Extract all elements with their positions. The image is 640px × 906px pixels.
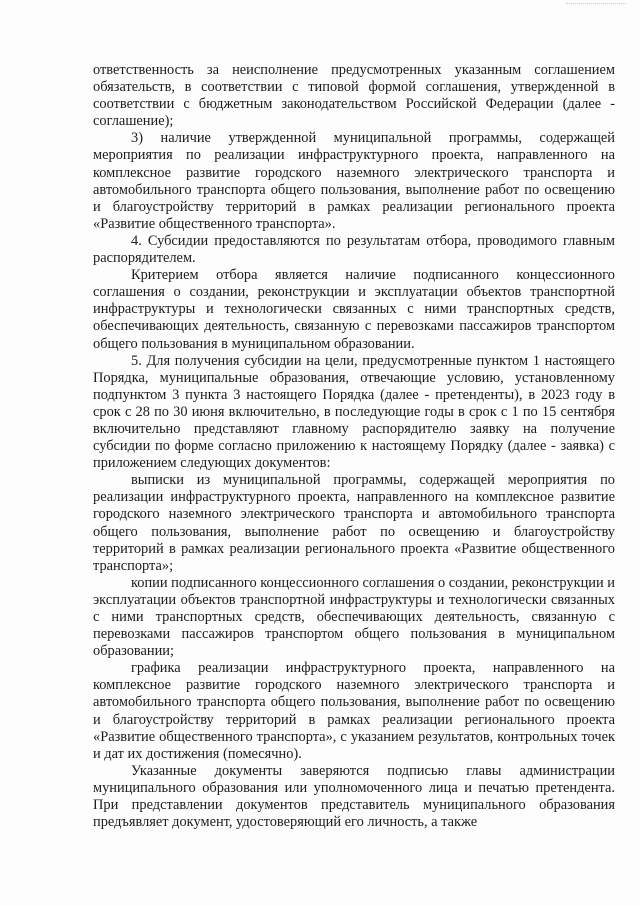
paragraph-selection: 4. Субсидии предоставляются по результатам отбора, проводимого главным распорядителем. bbox=[93, 232, 615, 267]
document-body bbox=[93, 62, 615, 831]
paragraph-program-extract: выписки из муниципальной программы, содержащей мероприятия по реализации инфраструктурного проекта, направленного на комплексное развитие городского наземного электрического транспорта и автомобильного транспорта общего пользования, выполнение работ по освещению и благоустройству территорий в рамках реализации регионального проекта «Развитие общественного транспорта»; bbox=[93, 472, 615, 574]
paragraph-selection-criterion: Критерием отбора является наличие подписанного концессионного соглашения о создании, реконструкции и эксплуатации объектов транспортной инфраструктуры и технологически связанных с ними транспортных средств, обеспечивающих деятельность, связанную с перевозками пассажиров транспортом общего пользования в муниципальном образовании. bbox=[93, 267, 615, 352]
paragraph-program-requirement: 3) наличие утвержденной муниципальной программы, содержащей мероприятия по реализации инфраструктурного проекта, направленного на комплексное развитие городского наземного электрического транспорта и автомобильного транспорта общего пользования, выполнение работ по освещению и благоустройству территорий в рамках реализации регионального проекта «Развитие общественного транспорта». bbox=[93, 130, 615, 232]
paragraph-concession-copy: копии подписанного концессионного соглашения о создании, реконструкции и эксплуатации объектов транспортной инфраструктуры и технологически связанных с ними транспортных средств, обеспечивающих деятельность, связанную с перевозками пассажиров транспортом общего пользования в муниципальном образовании; bbox=[93, 574, 615, 660]
paragraph-application: 5. Для получения субсидии на цели, предусмотренные пунктом 1 настоящего Порядка, муниципальные образования, отвечающие условию, установленному подпунктом 3 пункта 3 настоящего Порядка (далее - претенденты), в 2023 году в срок с 28 по 30 июня включительно, в последующие годы в срок с 1 по 15 сентября включительно представляют главному распорядителю заявку на получение субсидии по форме согласно приложению к настоящему Порядку (далее - заявка) с приложением следующих документов: bbox=[93, 352, 615, 472]
scan-artifact bbox=[566, 3, 626, 8]
paragraph-schedule: графика реализации инфраструктурного проекта, направленного на комплексное развитие городского наземного электрического транспорта и автомобильного транспорта общего пользования, выполнение работ по освещению и благоустройству территорий в рамках реализации регионального проекта «Развитие общественного транспорта», с указанием результатов, контрольных точек и дат их достижения (помесячно). bbox=[93, 660, 615, 762]
paragraph-certification: Указанные документы заверяются подписью главы администрации муниципального образования или уполномоченного лица и печатью претендента. При представлении документов представитель муниципального образования предъявляет документ, удостоверяющий его личность, а также bbox=[93, 762, 615, 831]
paragraph-obligations: ответственность за неисполнение предусмотренных указанным соглашением обязательств, в соответствии с типовой формой соглашения, утвержденной в соответствии с бюджетным законодательством Российской Федерации (далее - соглашение); bbox=[93, 62, 615, 130]
